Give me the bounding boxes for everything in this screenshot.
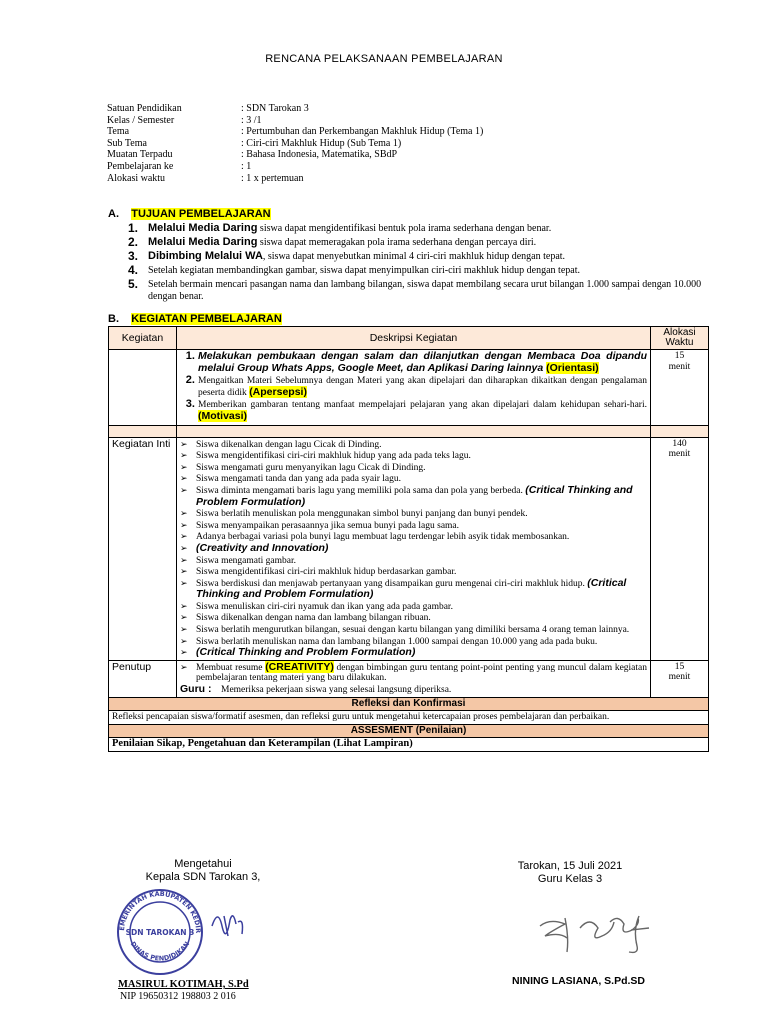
goal-text: Melalui Media Daring siswa dapat memeragakan pola irama sederhana dengan percaya diri. [148, 236, 537, 248]
teacher-signature [535, 908, 665, 968]
penutup-time: 15 menit [651, 660, 709, 697]
identity-row [107, 161, 483, 173]
core-activity-item: ➢ Siswa mengidentifikasi ciri-ciri makhluk hidup berdasarkan gambar. [180, 566, 647, 578]
section-b-letter: B. [108, 313, 119, 325]
inti-row [109, 437, 709, 660]
core-activity-item: ➢ Siswa dikenalkan dengan lagu Cicak di Dinding. [180, 439, 647, 451]
pendahuluan-label [109, 350, 177, 426]
headmaster-name: MASIRUL KOTIMAH, S.Pd [118, 979, 249, 990]
identity-label: Kelas / Semester [107, 114, 175, 126]
asesmen-text: Penilaian Sikap, Pengetahuan dan Keterampilan (Lihat Lampiran) [109, 738, 709, 752]
core-activity-item: ➢ Siswa dikenalkan dengan nama dan lambang bilangan ribuan. [180, 612, 647, 624]
section-b-heading [108, 313, 282, 325]
goal-item [128, 236, 718, 249]
identity-label: Sub Tema [107, 137, 147, 149]
goal-number: 1. [128, 221, 139, 235]
penutup-label: Penutup [109, 660, 177, 697]
learning-goals-list [128, 222, 718, 304]
core-activity-item: ➢ Siswa berlatih menuliskan pola menggunakan simbol bunyi panjang dan bunyi pendek. [180, 508, 647, 520]
section-a-heading [108, 208, 271, 220]
core-activity-item: ➢ Siswa mengamati gambar. [180, 555, 647, 567]
core-activity-item: ➢ Siswa mengamati tanda dan yang ada pada syair lagu. [180, 473, 647, 485]
guru-label: Guru : [180, 683, 212, 696]
asesmen-header: ASSESMENT (Penilaian) [109, 724, 709, 738]
penutup-desc: ➢ Membuat resume (CREATIVITY) dengan bimbingan guru tentang point-point penting yang muncul dalam kegiatan pembelajaran tentang materi yang baru dilakukan. Guru : Memeriksa pekerjaan siswa yang selesai langsung diperiksa. [177, 660, 651, 697]
penutup-row [109, 660, 709, 697]
core-activity-item: ➢ Siswa berdiskusi dan menjawab pertanyaan yang disampaikan guru mengenai ciri-ciri makhluk hidup. (Critical Thinking and Problem Formulation) [180, 578, 647, 601]
signature-right [505, 860, 635, 886]
goal-item [128, 250, 718, 263]
opening-item: 3. Memberikan gambaran tentang manfaat mempelajari pelajaran yang akan dipelajari dalam kehidupan sehari-hari. (Motivasi) [198, 399, 647, 422]
header-deskripsi: Deskripsi Kegiatan [177, 327, 651, 350]
section-a-letter: A. [108, 208, 119, 220]
goal-number: 3. [128, 249, 139, 263]
document-title: RENCANA PELAKSANAAN PEMBELAJARAN [265, 53, 503, 65]
teacher-name: NINING LASIANA, S.Pd.SD [512, 975, 646, 987]
svg-text:DINAS PENDIDIKAN [129, 940, 192, 963]
core-activity-item: ➢ (Critical Thinking and Problem Formulation) [180, 647, 647, 659]
opening-item: 1. Melakukan pembukaan dengan salam dan dilanjutkan dengan Membaca Doa dipandu melalui Group Whats Apps, Google Meet, dan Aplikasi Daring lainnya (Orientasi) [198, 351, 647, 374]
goal-item [128, 264, 718, 277]
core-activity-item: ➢ Siswa menyampaikan perasaannya jika semua bunyi pada lagu sama. [180, 520, 647, 532]
identity-value: : Pertumbuhan dan Perkembangan Makhluk Hidup (Tema 1) [241, 126, 484, 138]
identity-row [107, 173, 483, 185]
core-activity-item: ➢ Adanya berbagai variasi pola bunyi lagu membuat lagu terdengar lebih asyik tidak membosankan. [180, 531, 647, 543]
core-activity-item: ➢ (Creativity and Innovation) [180, 543, 647, 555]
stamp-bottom-text: DINAS PENDIDIKAN [128, 940, 192, 963]
activities-table [108, 326, 709, 752]
core-activity-item: ➢ Siswa diminta mengamati baris lagu yang memiliki pola sama dan pola yang berbeda. (Critical Thinking and Problem Formulation) [180, 485, 647, 508]
identity-label: Satuan Pendidikan [107, 103, 182, 114]
identity-label: Muatan Terpadu [107, 149, 173, 161]
section-a-title: TUJUAN PEMBELAJARAN [131, 208, 271, 220]
sign-right-line2: Guru Kelas 3 [537, 873, 603, 885]
identity-value: : Bahasa Indonesia, Matematika, SBdP [241, 149, 398, 161]
sign-left-line1: Mengetahui [174, 858, 232, 870]
header-alokasi: Alokasi Waktu [651, 327, 709, 350]
opening-item: 2. Mengaitkan Materi Sebelumnya dengan Materi yang akan dipelajari dan diharapkan dikaitkan dengan pengalaman peserta didik (Apersepsi) [198, 375, 647, 398]
signature-left [128, 858, 278, 884]
refleksi-text: Refleksi pencapaian siswa/formatif asesmen, dan refleksi guru untuk mengetahui ketercapaian proses pembelajaran dan perbaikan. [109, 711, 709, 725]
identity-value: : SDN Tarokan 3 [241, 103, 309, 114]
refleksi-header: Refleksi dan Konfirmasi [109, 697, 709, 711]
identity-row [107, 126, 483, 138]
identity-value: : Ciri-ciri Makhluk Hidup (Sub Tema 1) [241, 137, 402, 149]
pendahuluan-row [109, 350, 709, 426]
goal-text: Melalui Media Daring siswa dapat mengidentifikasi bentuk pola irama sederhana dengan benar. [148, 222, 552, 234]
core-activity-item: ➢ Siswa mengamati guru menyanyikan lagu Cicak di Dinding. [180, 462, 647, 474]
pendahuluan-time: 15 menit [651, 350, 709, 426]
goal-text: Setelah bermain mencari pasangan nama dan lambang bilangan, siswa dapat membilang secara urut bilangan 1.000 sampai dengan 10.000 dengan benar. [148, 279, 702, 302]
goal-number: 5. [128, 277, 139, 291]
goal-number: 2. [128, 235, 139, 249]
svg-text:PEMERINTAH KABUPATEN KEDIRI [112, 886, 202, 933]
identity-block [107, 103, 483, 184]
identity-row [107, 138, 483, 150]
core-activity-item: ➢ Siswa menuliskan ciri-ciri nyamuk dan ikan yang ada pada gambar. [180, 601, 647, 613]
core-activity-item: ➢ Siswa berlatih mengurutkan bilangan, sesuai dengan kartu bilangan yang dimiliki bersama 4 orang teman lainnya. [180, 624, 647, 636]
goal-item [128, 222, 718, 235]
spacer-row [109, 425, 709, 437]
section-b-title: KEGIATAN PEMBELAJARAN [131, 313, 282, 325]
goal-text: Dibimbing Melalui WA, siswa dapat menyebutkan minimal 4 ciri-ciri makhluk hidup dengan tepat. [148, 250, 566, 262]
stamp-top-text: EMERINTAH KABUPATEN KEDIR [117, 889, 203, 934]
goal-number: 4. [128, 263, 139, 277]
pendahuluan-desc [177, 350, 651, 426]
identity-row [107, 149, 483, 161]
core-activity-item: ➢ Siswa mengidentifikasi ciri-ciri makhluk hidup yang ada pada teks lagu. [180, 450, 647, 462]
sign-right-line1: Tarokan, 15 Juli 2021 [517, 860, 623, 872]
goal-item [128, 278, 718, 303]
header-kegiatan: Kegiatan [109, 327, 177, 350]
school-stamp [112, 886, 262, 981]
sign-left-line2: Kepala SDN Tarokan 3, [145, 871, 261, 883]
identity-label: Pembelajaran ke [107, 160, 174, 172]
identity-row [107, 115, 483, 127]
identity-row [107, 103, 483, 115]
inti-time: 140 menit [651, 437, 709, 660]
core-activity-item: ➢ Siswa berlatih menuliskan nama dan lambang bilangan 1.000 sampai dengan 10.000 yang ada pada buku. [180, 636, 647, 648]
identity-value: : 1 [241, 160, 252, 172]
inti-label: Kegiatan Inti [109, 437, 177, 660]
goal-text: Setelah kegiatan membandingkan gambar, siswa dapat menyimpulkan ciri-ciri makhluk hidup dengan tepat. [148, 265, 580, 276]
identity-label: Alokasi waktu [107, 172, 166, 184]
identity-label: Tema [107, 126, 130, 138]
identity-value: : 3 /1 [241, 114, 262, 126]
identity-value: : 1 x pertemuan [241, 172, 304, 184]
headmaster-nip: NIP 19650312 198803 2 016 [120, 991, 236, 1002]
inti-desc [177, 437, 651, 660]
stamp-mid-text: SDN TAROKAN 3 [125, 928, 195, 937]
